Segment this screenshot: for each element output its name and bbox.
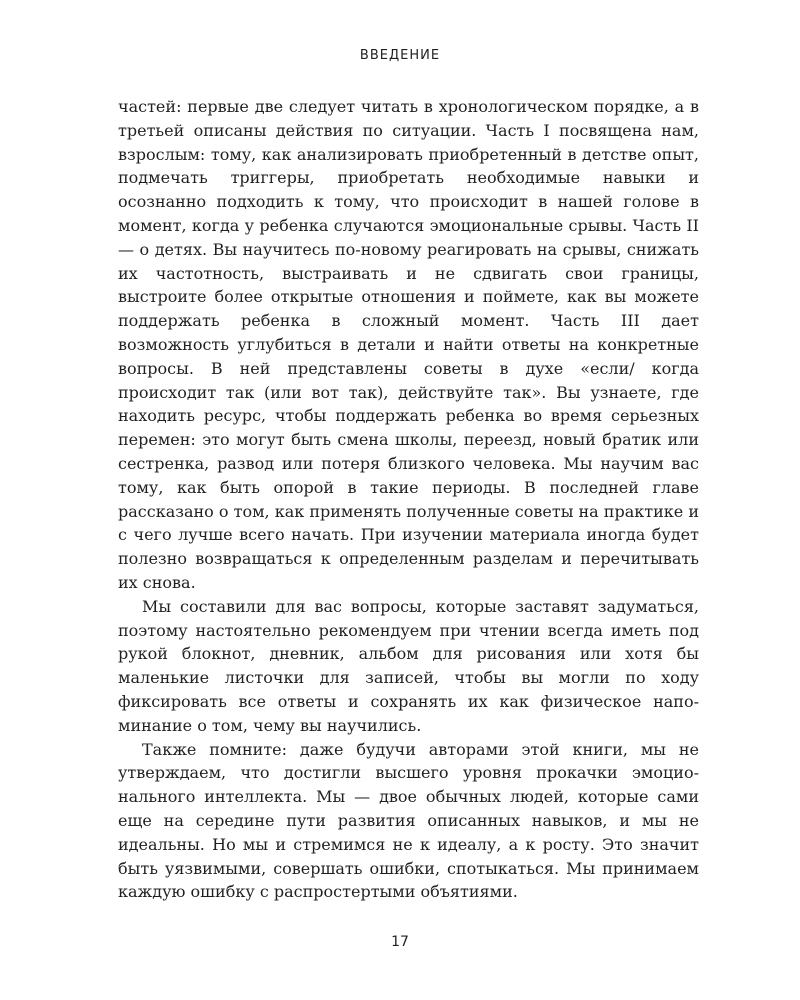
paragraph-continued: частей: первые две следует читать в хронологическом порядке, а в третьей описаны действия по ситуации. Часть I посвящена нам, взрослым: тому, как анализировать приобретенный в детстве опыт, подмечать триггеры, приобретать необходимые навыки и осознанно подходить к тому, что происходит в нашей голове в момент, когда у ребенка случаются эмоциональные срывы. Часть II — о детях. Вы научитесь по-новому реагировать на срывы, снижать их частотность, выстраивать и не сдвигать свои границы, выстроите более открытые отношения и поймете, как вы можете поддержать ребенка в сложный момент. Часть III дает возможность углубиться в детали и найти ответы на конкретные вопросы. В ней представлены советы в духе «если/ когда происходит так (или вот так), действуйте так». Вы узнаете, где находить ресурс, чтобы поддержать ребенка во время серьезных перемен: это могут быть смена школы, переезд, новый братик или сестренка, развод или потеря близкого человека. Мы научим вас тому, как быть опорой в такие периоды. В последней главе рассказано о том, как применять полученные советы на практике и с чего лучше всего начать. При изучении материала иногда будет полезно возвращаться к определенным разделам и перечитывать их снова.	[118, 97, 699, 592]
paragraph-authors: Также помните: даже будучи авторами этой книги, мы не утверждаем, что достигли высшего уровня прокачки эмоционального интеллекта. Мы — двое обычных людей, которые сами еще на середине пути развития описанных навыков, и мы не идеальны. Но мы и стремимся не к идеалу, а к росту. Это значит быть уязвимыми, совершать ошибки, спотыкаться. Мы принимаем каждую ошибку с распростертыми объятиями.	[118, 739, 699, 902]
paragraph-questions: Мы составили для вас вопросы, которые заставят задуматься, поэтому настоятельно рекомендуем при чтении всегда иметь под рукой блокнот, дневник, альбом для рисования или хотя бы маленькие листочки для записей, чтобы вы могли по ходу фиксировать все ответы и сохранять их как физическое напоминание о том, чему вы научились.	[118, 596, 699, 735]
running-head: ВВЕДЕНИЕ	[359, 48, 441, 63]
page-number: 17	[391, 934, 409, 950]
body-text	[118, 95, 699, 904]
